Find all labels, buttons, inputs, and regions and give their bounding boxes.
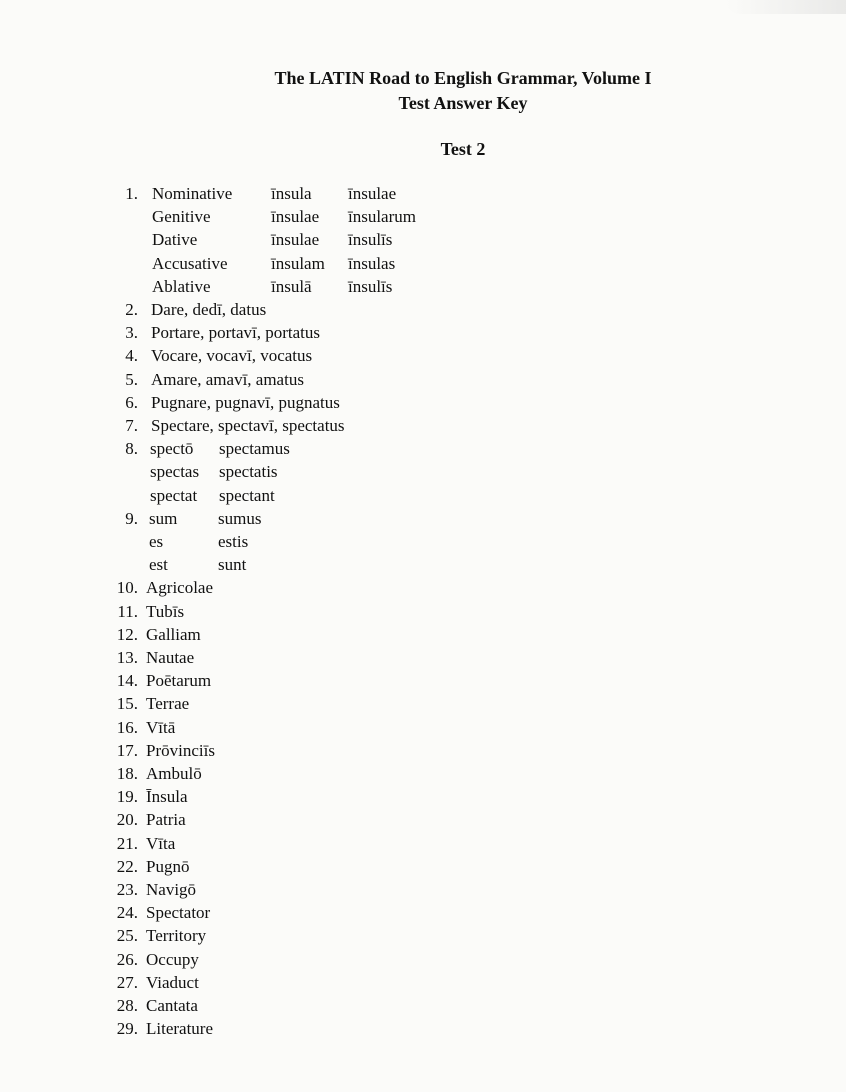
singular-form: īnsulae <box>271 230 320 250</box>
question-number: 14. <box>116 671 138 691</box>
question-number: 17. <box>116 740 138 760</box>
answer-text: Viaduct <box>146 972 199 992</box>
test-label: Test 2 <box>440 139 486 159</box>
question-number: 20. <box>116 810 138 830</box>
question-number: 11. <box>117 601 138 621</box>
question-number: 1. <box>125 184 138 203</box>
question-number: 8. <box>125 439 138 459</box>
question-number: 23. <box>116 880 138 899</box>
plural-form: īnsulas <box>348 253 396 273</box>
case-name: Dative <box>152 230 198 250</box>
conjugation-singular: est <box>149 555 168 575</box>
conjugation-singular: es <box>149 532 164 551</box>
plural-form: īnsulīs <box>348 276 393 296</box>
answer-text: Cantata <box>146 996 198 1015</box>
answer-text: Spectator <box>146 903 211 923</box>
answer-text: Navigō <box>146 880 197 899</box>
conjugation-singular: spectat <box>150 485 198 505</box>
answer-text: Vītā <box>146 717 176 737</box>
singular-form: īnsulā <box>271 276 312 296</box>
conjugation-plural: sunt <box>218 555 247 575</box>
document-subtitle: Test Answer Key <box>398 93 528 113</box>
question-number: 25. <box>116 926 138 946</box>
answer-text: Nautae <box>146 648 195 667</box>
answer-text: Tubīs <box>146 601 185 621</box>
answer-text: Agricolae <box>146 578 214 598</box>
answer-text: Literature <box>146 1019 214 1039</box>
question-number: 13. <box>116 648 138 667</box>
answer-text: Poētarum <box>146 671 212 691</box>
question-number: 29. <box>116 1019 138 1039</box>
answer-text: Galliam <box>146 624 201 644</box>
answer-text: Pugnare, pugnavī, pugnatus <box>151 392 340 412</box>
case-name: Genitive <box>152 207 211 227</box>
singular-form: īnsulae <box>271 207 320 227</box>
question-number: 6. <box>125 392 138 412</box>
conjugation-plural: spectatis <box>219 462 278 482</box>
singular-form: īnsulam <box>271 253 325 273</box>
question-number: 12. <box>116 624 138 644</box>
question-number: 5. <box>125 369 138 389</box>
document-title: The LATIN Road to English Grammar, Volume I <box>274 68 652 88</box>
question-number: 24. <box>116 903 138 923</box>
question-number: 9. <box>125 508 138 528</box>
question-number: 22. <box>116 856 138 876</box>
answer-text: Patria <box>146 810 186 830</box>
conjugation-singular: spectō <box>150 439 194 459</box>
question-number: 18. <box>116 764 138 783</box>
answer-text: Portare, portavī, portatus <box>151 323 321 343</box>
conjugation-plural: spectamus <box>219 439 290 459</box>
question-number: 3. <box>125 323 138 343</box>
answer-text: Occupy <box>146 949 199 969</box>
answer-text: Amare, amavī, amatus <box>151 369 304 389</box>
question-number: 7. <box>125 416 138 435</box>
question-number: 10. <box>116 578 138 598</box>
case-name: Accusative <box>152 253 228 273</box>
case-name: Ablative <box>152 276 211 296</box>
plural-form: īnsulae <box>348 184 397 203</box>
question-number: 19. <box>116 787 138 807</box>
case-name: Nominative <box>152 184 233 203</box>
conjugation-singular: sum <box>149 508 178 528</box>
conjugation-plural: estis <box>218 532 249 551</box>
question-number: 21. <box>116 833 138 853</box>
answer-text: Vīta <box>146 833 176 853</box>
question-number: 16. <box>116 717 138 737</box>
question-number: 4. <box>125 346 138 366</box>
answer-text: Terrae <box>146 694 190 714</box>
conjugation-plural: sumus <box>218 508 262 528</box>
answer-text: Prōvinciīs <box>146 740 215 760</box>
answer-text: Īnsula <box>146 787 188 807</box>
answer-text: Dare, dedī, datus <box>151 300 267 319</box>
question-number: 2. <box>125 300 138 319</box>
plural-form: īnsulīs <box>348 230 393 250</box>
question-number: 15. <box>116 694 138 714</box>
answer-text: Vocare, vocavī, vocatus <box>151 346 313 366</box>
page-edge-shadow <box>726 0 846 14</box>
conjugation-singular: spectas <box>150 462 200 482</box>
plural-form: īnsularum <box>348 207 416 227</box>
singular-form: īnsula <box>271 184 312 203</box>
answer-text: Ambulō <box>146 764 202 783</box>
answer-text: Pugnō <box>146 856 190 876</box>
answer-text: Spectare, spectavī, spectatus <box>151 416 345 435</box>
question-number: 26. <box>116 949 138 969</box>
conjugation-plural: spectant <box>219 485 275 505</box>
answer-text: Territory <box>146 926 207 946</box>
question-number: 28. <box>116 996 138 1015</box>
question-number: 27. <box>116 972 138 992</box>
